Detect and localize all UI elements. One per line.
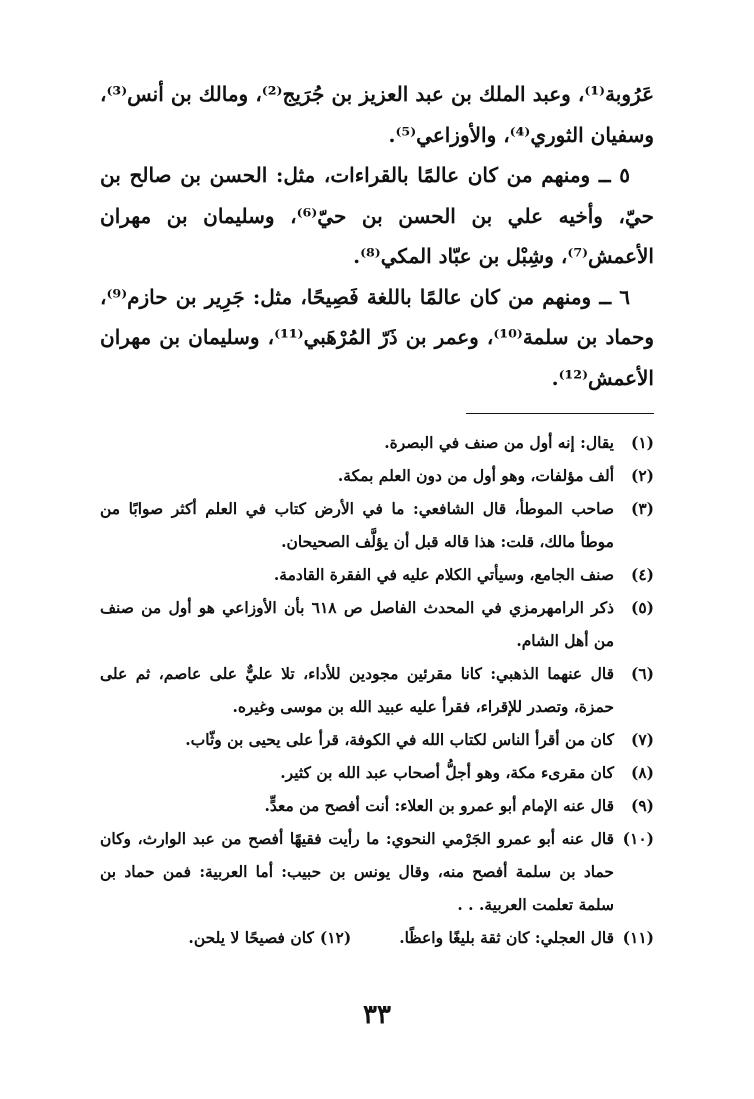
footnote-number: (٢)	[630, 466, 654, 485]
footnote-text: قال عنه الإمام أبو عمرو بن العلاء: أنت أفصح من معدٍّ.	[264, 796, 614, 815]
footnote-text: قال العجلي: كان ثقة بليغًا واعظًا.	[399, 928, 614, 947]
paragraph-1: عَرُوبة⁽¹⁾، وعبد الملك بن عبد العزيز بن جُرَيج⁽²⁾، ومالك بن أنس⁽³⁾، وسفيان الثوري⁽⁴⁾، والأوزاعي⁽⁵⁾.	[100, 82, 654, 147]
footnote-text: كان مقرىء مكة، وهو أجلُّ أصحاب عبد الله بن كثير.	[280, 763, 614, 782]
footnote-number: (١٢)	[319, 928, 352, 947]
footnote-text: كان فصيحًا لا يلحن.	[188, 928, 314, 947]
footnote-number: (١١)	[622, 928, 654, 947]
paragraph-3: ٦ ــ ومنهم من كان عالمًا باللغة فَصِيحًا، مثل: جَرِير بن حازم⁽⁹⁾، وحماد بن سلمة⁽¹⁰⁾، وعمر بن ذَرّ المُرْهَبي⁽¹¹⁾، وسليمان بن مهران الأعمش⁽¹²⁾.	[100, 284, 655, 390]
main-text	[100, 74, 654, 398]
footnote-number: (٣)	[630, 499, 654, 518]
footnotes	[100, 426, 654, 954]
footnote-3	[100, 492, 654, 558]
paragraph-2: ٥ ــ ومنهم من كان عالمًا بالقراءات، مثل: الحسن بن صالح بن حيّ، وأخيه علي بن الحسن بن حيّ⁽⁶⁾، وسليمان بن مهران الأعمش⁽⁷⁾، وشِبْل بن عبّاد المكي⁽⁸⁾.	[100, 163, 654, 268]
footnote-number: (٤)	[630, 565, 654, 584]
footnote-text: صاحب الموطأ، قال الشافعي: ما في الأرض كتاب في العلم أكثر صوابًا من موطأ مالك، قلت: هذا قاله قبل أن يؤلَّف الصحيحان.	[100, 499, 614, 551]
footnote-number: (٧)	[630, 730, 654, 749]
footnote-number: (٦)	[630, 664, 654, 683]
footnote-number: (٨)	[630, 763, 654, 782]
footnote-text: قال عنهما الذهبي: كانا مقرئين مجودين للأداء، تلا عليٌّ على عاصم، ثم على حمزة، وتصدر للإقراء، فقرأ عليه عبيد الله بن موسى وغيره.	[100, 664, 614, 716]
footnote-6	[100, 657, 654, 723]
footnote-number: (١٠)	[622, 829, 654, 848]
footnote-text: ألف مؤلفات، وهو أول من دون العلم بمكة.	[337, 466, 614, 485]
page-number: ٣٣	[363, 1000, 391, 1030]
footnote-2	[100, 459, 654, 492]
footnote-11	[399, 921, 654, 954]
footnote-text: قال عنه أبو عمرو الجَرْمي النحوي: ما رأيت فقيهًا أفصح من عبد الوارث، وكان حماد بن سلمة أفصح منه، وقال يونس بن حبيب: أما العربية: فمن حماد بن سلمة تعلمت العربية. . .	[100, 829, 614, 914]
footnote-10	[100, 822, 654, 921]
footnote-9	[100, 789, 654, 822]
footnote-text: يقال: إنه أول من صنف في البصرة.	[384, 433, 614, 452]
footnote-5	[100, 591, 654, 657]
footnote-row-11-12	[100, 921, 654, 954]
footnote-number: (١)	[630, 433, 654, 452]
footnote-12	[188, 921, 351, 954]
footnote-number: (٥)	[630, 598, 654, 617]
footnote-number: (٩)	[630, 796, 654, 815]
footnote-separator	[466, 413, 654, 414]
footnote-1	[100, 426, 654, 459]
footnote-text: كان من أقرأ الناس لكتاب الله في الكوفة، قرأ على يحيى بن وثّاب.	[185, 730, 614, 749]
footnote-text: صنف الجامع، وسيأتي الكلام عليه في الفقرة القادمة.	[273, 565, 614, 584]
footnote-text: ذكر الرامهرمزي في المحدث الفاصل ص ٦١٨ بأن الأوزاعي هو أول من صنف من أهل الشام.	[100, 598, 614, 650]
footnote-4	[100, 558, 654, 591]
footnote-8	[100, 756, 654, 789]
footnote-7	[100, 723, 654, 756]
